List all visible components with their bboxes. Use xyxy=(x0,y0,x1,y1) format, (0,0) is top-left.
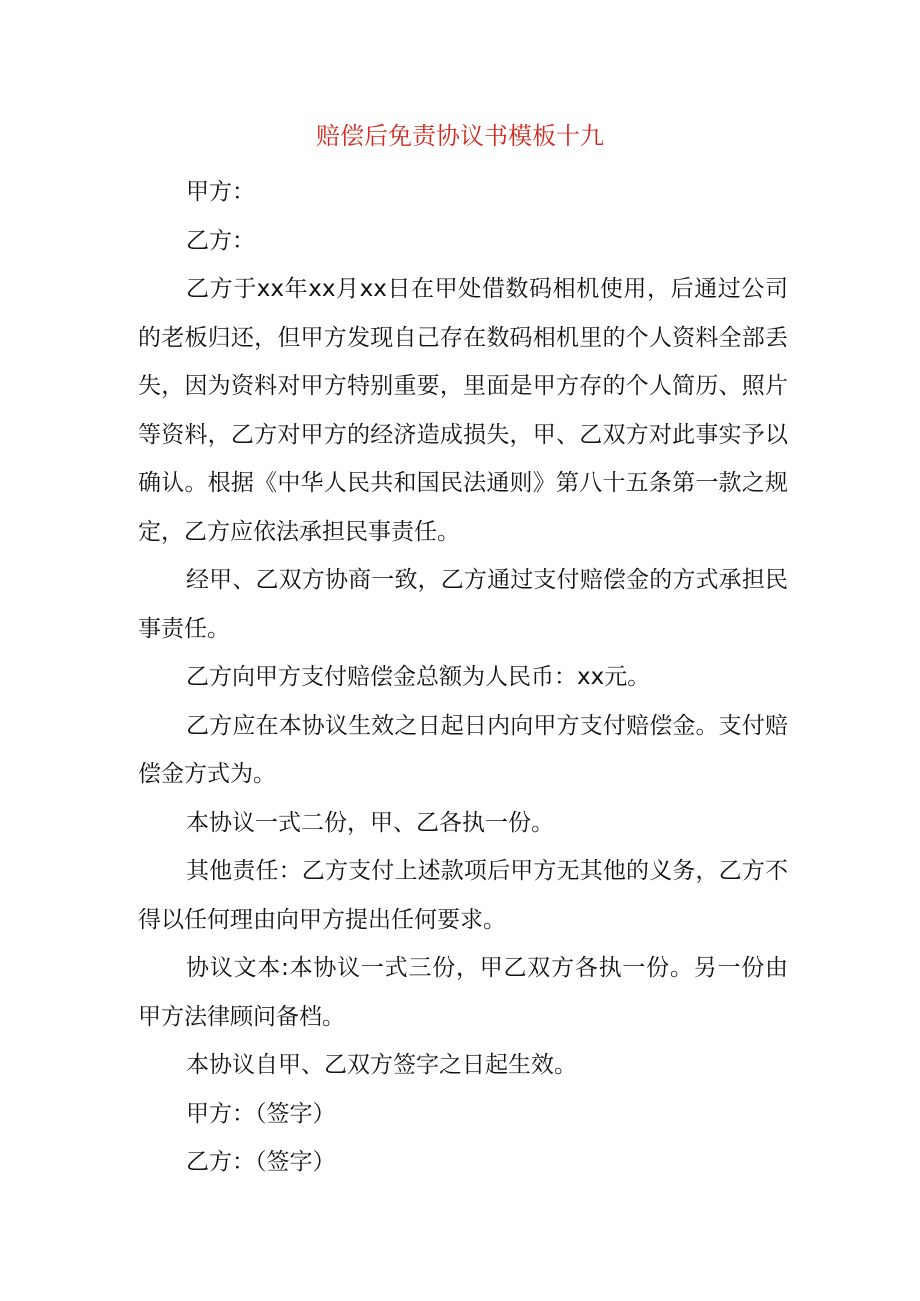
document-body xyxy=(138,168,788,1187)
agreement-text-paragraph: 协议文本:本协议一式三份，甲乙双方各执一份。另一份由甲方法律顾问备档。 xyxy=(138,955,788,1030)
party-b-signature-line: 乙方：（签字） xyxy=(186,1149,336,1175)
other-liability-paragraph: 其他责任：乙方支付上述款项后甲方无其他的义务，乙方不得以任何理由向甲方提出任何要求。 xyxy=(138,858,788,933)
document-title: 赔偿后免责协议书模板十九 xyxy=(316,122,604,150)
effective-date-paragraph: 本协议自甲、乙双方签字之日起生效。 xyxy=(186,1052,577,1078)
payment-terms-paragraph: 乙方应在本协议生效之日起日内向甲方支付赔偿金。支付赔偿金方式为。 xyxy=(138,712,788,787)
party-b-line: 乙方： xyxy=(186,227,255,254)
agreement-paragraph: 经甲、乙双方协商一致，乙方通过支付赔偿金的方式承担民事责任。 xyxy=(138,567,788,642)
background-paragraph: 乙方于xx年xx月xx日在甲处借数码相机使用，后通过公司的老板归还，但甲方发现自己存在数码相机里的个人资料全部丢失，因为资料对甲方特别重要，里面是甲方存的个人简历、照片等资料，乙方对甲方的经济造成损失，甲、乙双方对此事实予以确认。根据《中华人民共和国民法通则》第八十五条第一款之规定，乙方应依法承担民事责任。 xyxy=(138,276,788,545)
compensation-amount-paragraph: 乙方向甲方支付赔偿金总额为人民币：xx元。 xyxy=(186,664,651,690)
party-a-line: 甲方： xyxy=(186,179,255,205)
party-a-signature-line: 甲方：（签字） xyxy=(186,1100,336,1127)
copies-paragraph: 本协议一式二份，甲、乙各执一份。 xyxy=(186,809,554,836)
